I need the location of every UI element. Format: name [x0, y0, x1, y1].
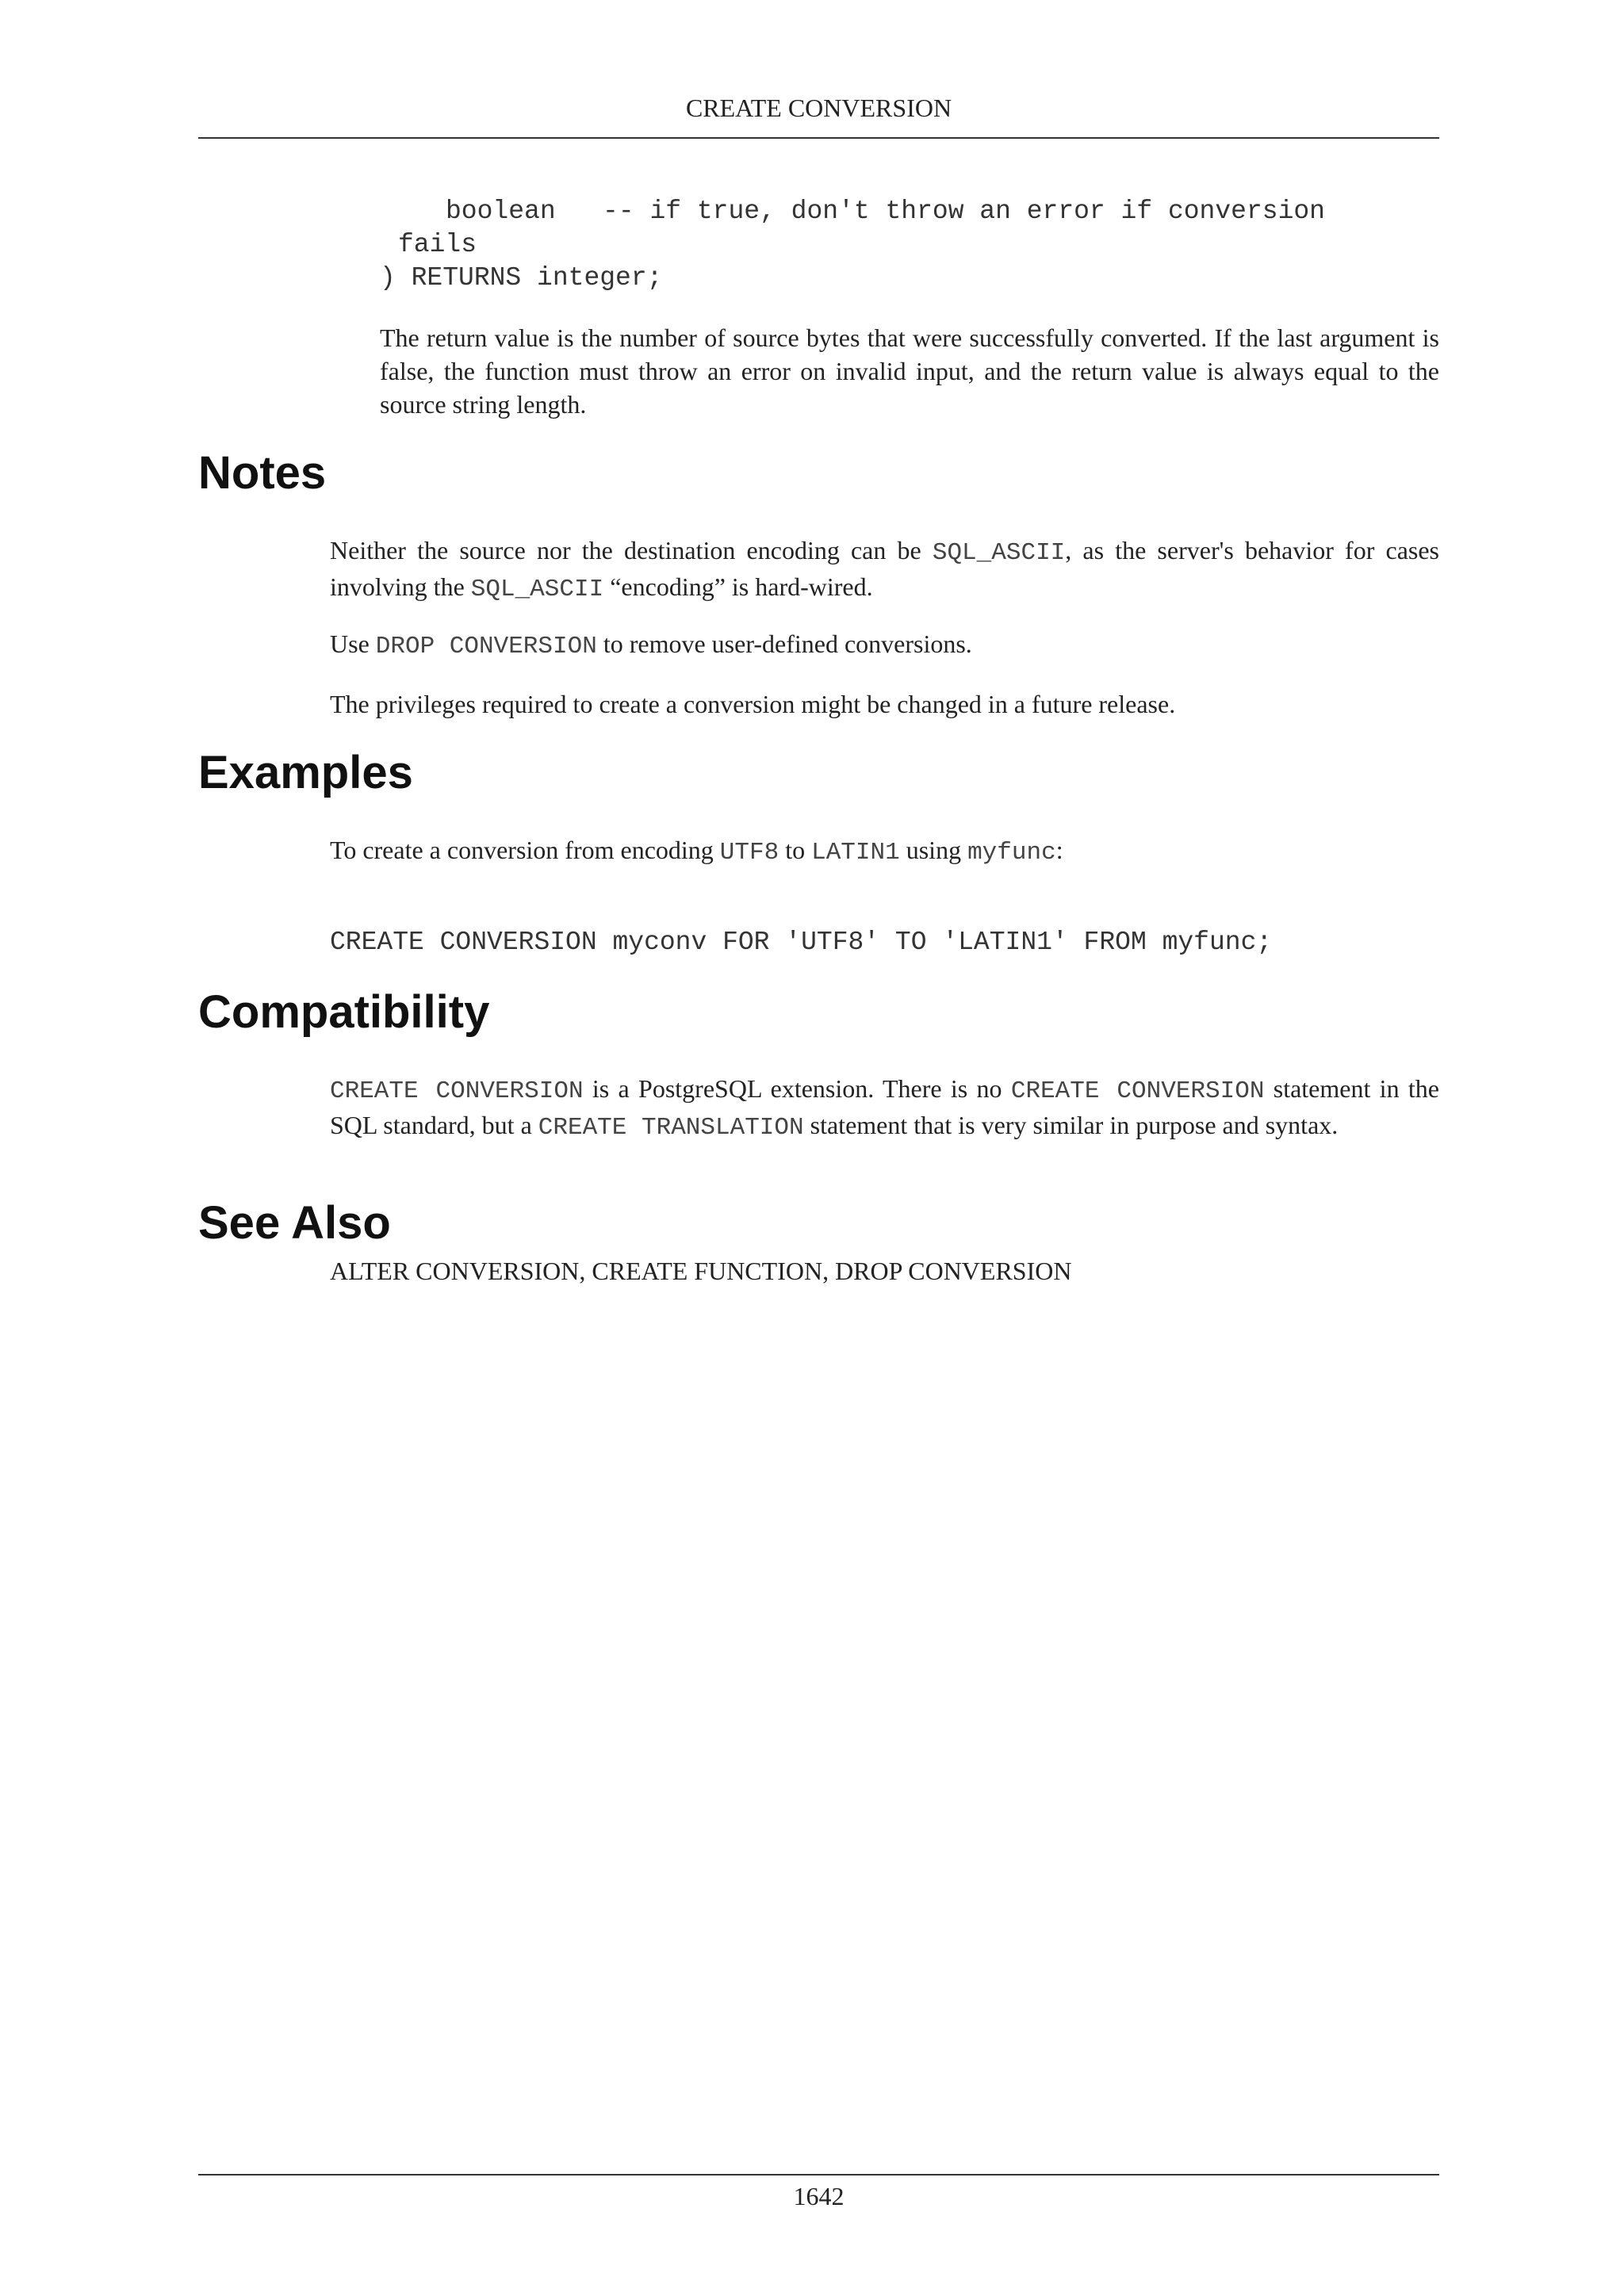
inline-code: LATIN1 — [811, 839, 900, 867]
header-rule — [198, 137, 1439, 139]
return-value-paragraph: The return value is the number of source bytes that were successfully converted. If the last argument is false, the function must throw an error on invalid input, and the return value is always equal to the source string length. — [380, 323, 1439, 419]
inline-code: DROP CONVERSION — [375, 633, 597, 660]
code-line-fails: fails — [398, 230, 477, 259]
page-number: 1642 — [793, 2182, 845, 2210]
notes-paragraph-3: The privileges required to create a conversion might be changed in a future release. — [330, 690, 1176, 718]
inline-code: CREATE CONVERSION — [1010, 1077, 1265, 1105]
compatibility-paragraph: CREATE CONVERSION is a PostgreSQL extension. There is no CREATE CONVERSION statement in the SQL standard, but a CREATE TRANSLATION statement that is very similar in purpose and syntax. — [330, 1074, 1439, 1142]
notes-heading: Notes — [198, 447, 327, 499]
example-code: CREATE CONVERSION myconv FOR 'UTF8' TO 'LATIN1' FROM myfunc; — [330, 928, 1273, 957]
see-also-heading: See Also — [198, 1197, 391, 1249]
inline-code: myfunc — [967, 839, 1056, 867]
notes-paragraph-2: Use DROP CONVERSION to remove user-defined conversions. — [330, 629, 972, 660]
compatibility-heading: Compatibility — [198, 986, 490, 1038]
running-header: CREATE CONVERSION — [685, 94, 952, 122]
inline-code: UTF8 — [719, 839, 779, 867]
footer-rule — [198, 2174, 1439, 2175]
notes-paragraph-1: Neither the source nor the destination encoding can be SQL_ASCII, as the server's behavior for cases involving the SQL_ASCII “encoding” is hard-wired. — [330, 536, 1440, 603]
inline-code: CREATE TRANSLATION — [538, 1114, 804, 1142]
examples-heading: Examples — [198, 747, 413, 798]
examples-intro: To create a conversion from encoding UTF8 to LATIN1 using myfunc: — [330, 836, 1063, 867]
see-also-list: ALTER CONVERSION, CREATE FUNCTION, DROP CONVERSION — [330, 1257, 1072, 1285]
inline-code: SQL_ASCII — [470, 576, 604, 603]
code-line-returns: ) RETURNS integer; — [380, 263, 663, 293]
inline-code: CREATE CONVERSION — [330, 1077, 584, 1105]
code-line-boolean: boolean -- if true, don't throw an error if conversion — [446, 197, 1325, 226]
inline-code: SQL_ASCII — [932, 539, 1066, 567]
